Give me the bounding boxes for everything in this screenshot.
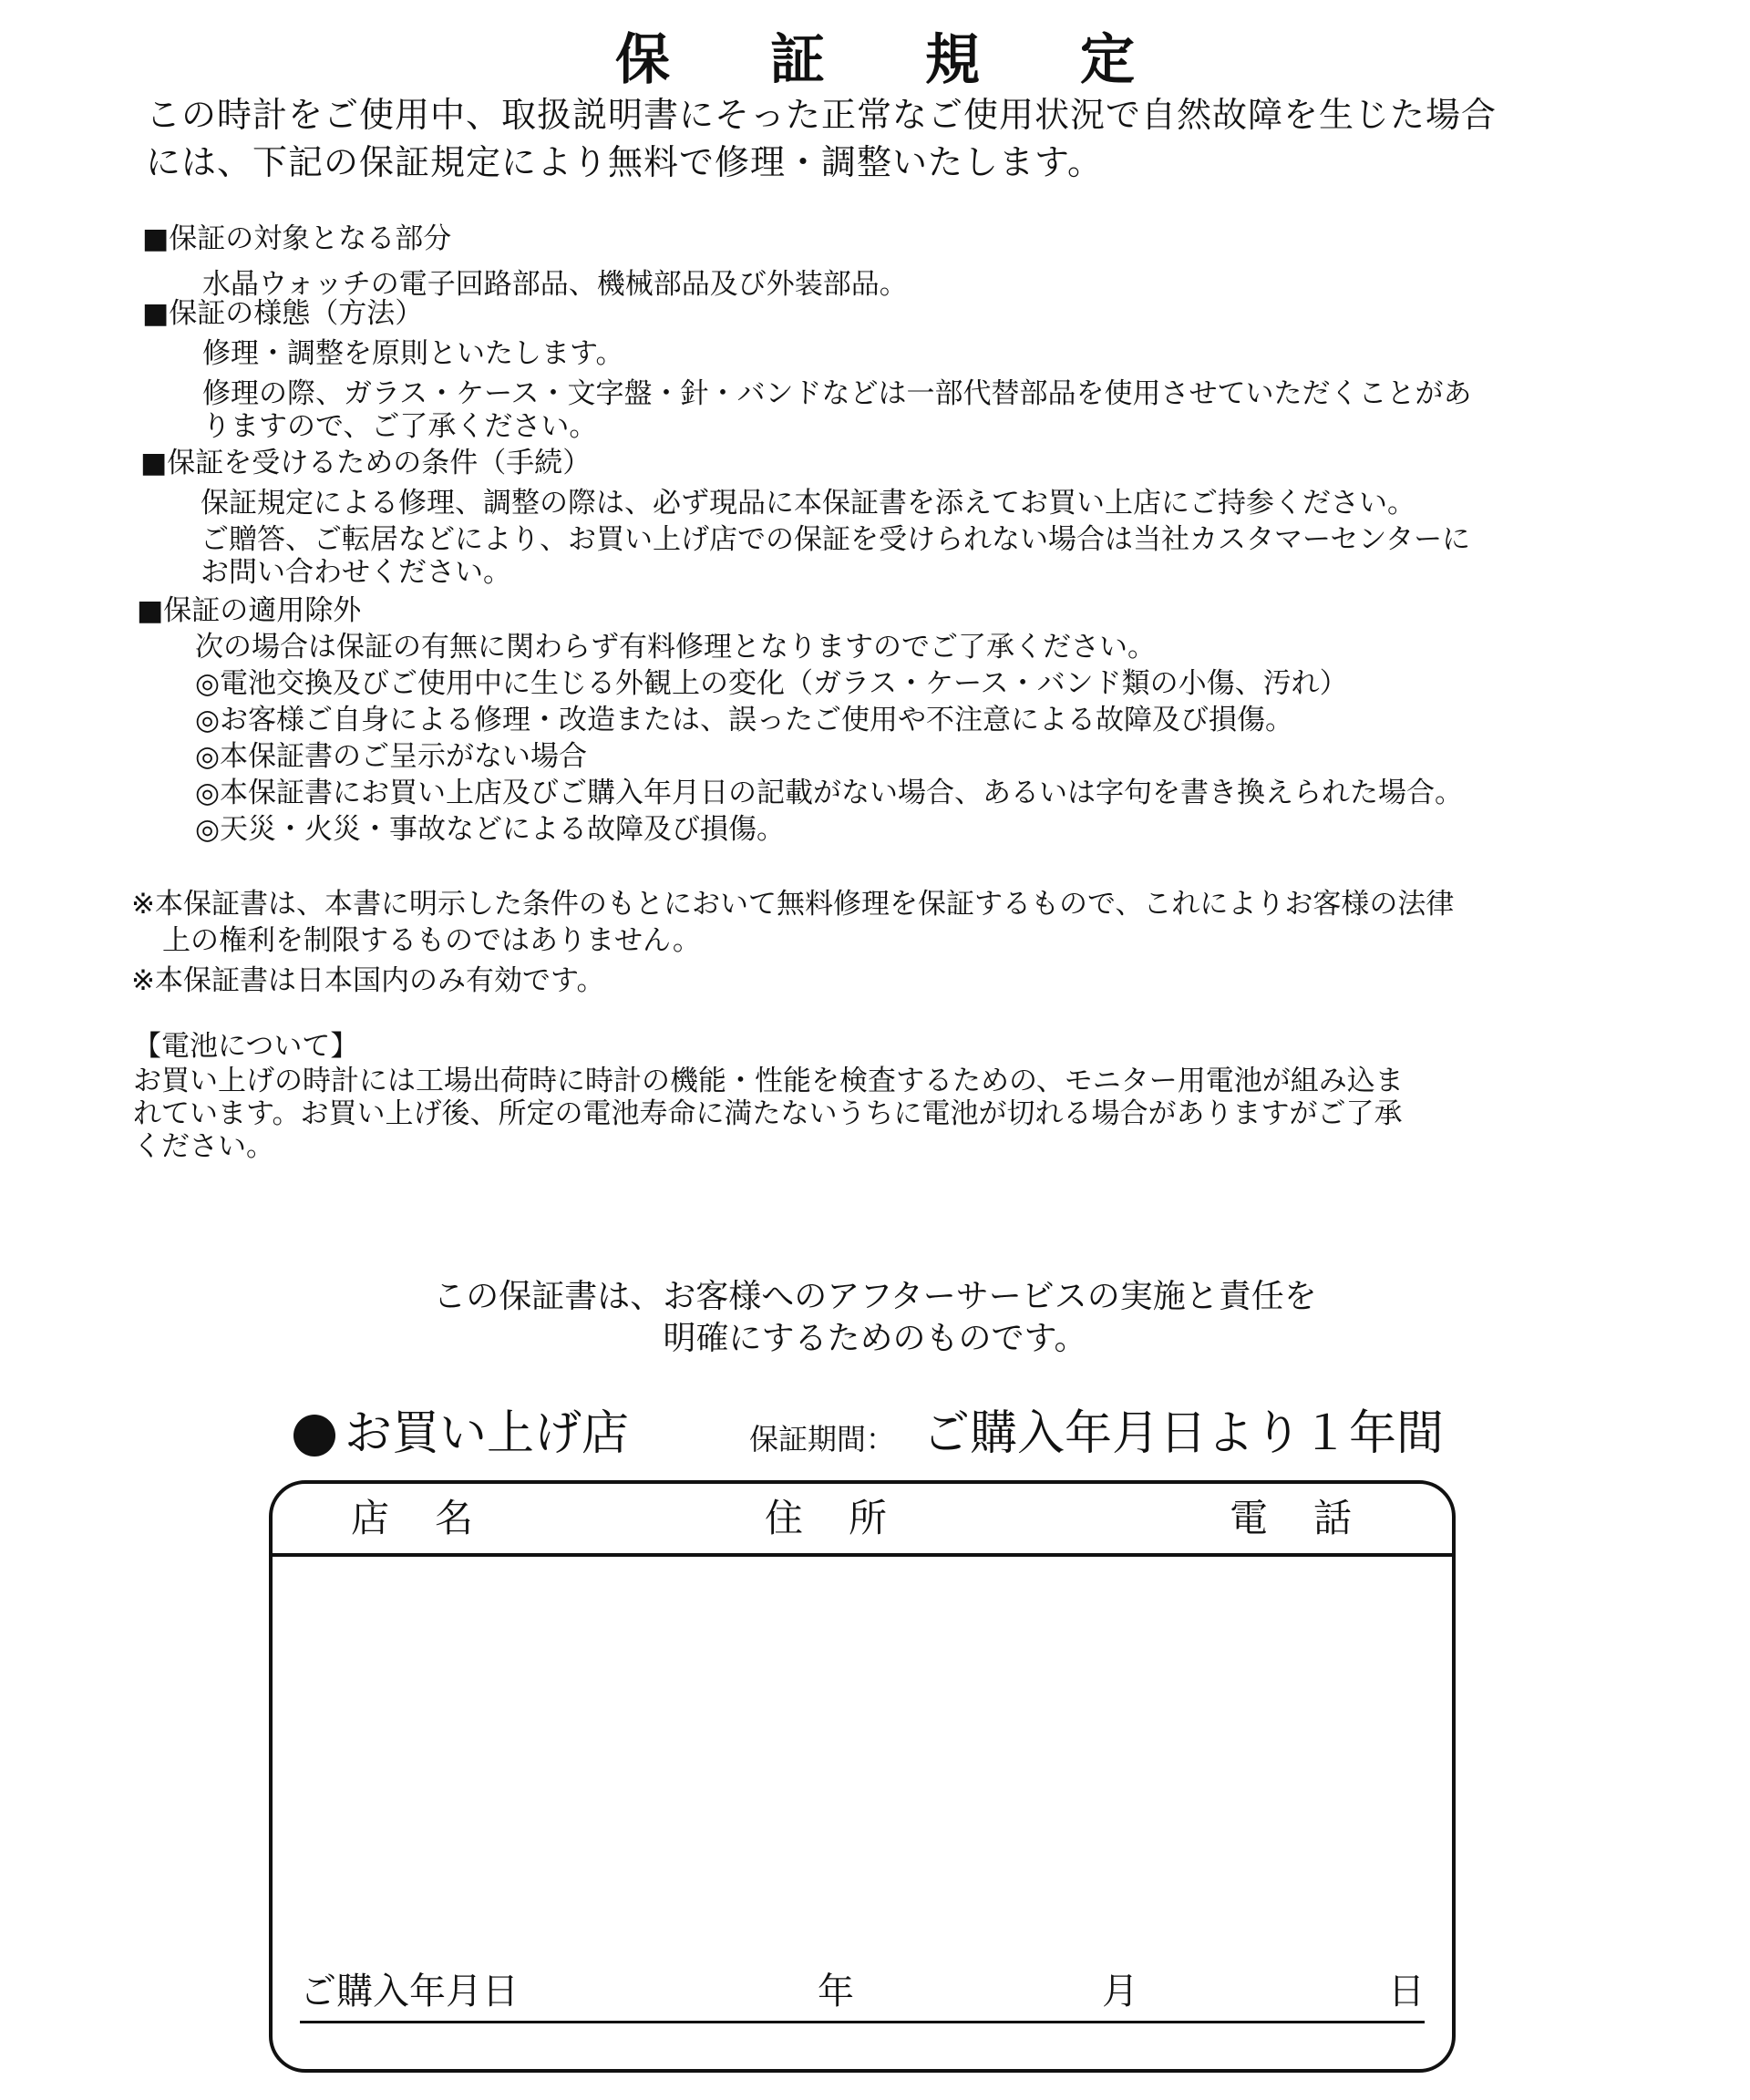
battery-line: れています。お買い上げ後、所定の電池寿命に満たないうちに電池が切れる場合がありますがご了承 [133,1097,1403,1130]
section-line: ご贈答、ご転居などにより、お買い上げ店での保証を受けられない場合は当社カスタマーセンターに [201,523,1471,556]
section-heading-exclusions: ■保証の適用除外 [137,594,362,627]
section-line: ◎本保証書にお買い上店及びご購入年月日の記載がない場合、あるいは字句を書き換えられた場合。 [195,777,1464,809]
section-line: 修理の際、ガラス・ケース・文字盤・針・バンドなどは一部代替部品を使用させていただくことがあ [202,377,1472,410]
shop-label: お買い上げ店 [345,1406,630,1461]
shop-header [293,1402,1478,1466]
section-line: 保証規定による修理、調整の際は、必ず現品に本保証書を添えてお買い上店にご持参ください。 [201,487,1415,520]
battery-heading: 【電池について】 [133,1030,359,1063]
form-header-row [273,1484,1452,1557]
month-label: 月 [1102,1971,1138,2012]
section-line: ◎天災・火災・事故などによる故障及び損傷。 [195,813,786,846]
intro-line: には、下記の保証規定により無料で修理・調整いたします。 [146,142,1103,182]
intro-line: この時計をご使用中、取扱説明書にそった正常なご使用状況で自然故障を生じた場合 [146,95,1498,135]
column-header-address: 住所 [765,1496,933,1540]
section-line: ◎本保証書のご呈示がない場合 [195,740,588,773]
section-line: 次の場合は保証の有無に関わらず有料修理となりますのでご了承ください。 [195,631,1156,664]
column-header-phone: 電話 [1230,1496,1398,1540]
section-line: ◎お客様ご自身による修理・改造または、誤ったご使用や不注意による故障及び損傷。 [195,704,1294,736]
shop-info-form [269,1480,1456,2073]
statement-line: 明確にするためのものです。 [663,1320,1087,1357]
section-heading-conditions: ■保証を受けるための条件（手続） [140,447,592,479]
section-line: お問い合わせください。 [201,556,511,589]
page-title: 保証規定 [615,28,1235,92]
battery-line: お買い上げの時計には工場出荷時に時計の機能・性能を検査するための、モニター用電池が組み込ま [133,1065,1404,1097]
purchase-date-label: ご購入年月日 [300,1971,519,2012]
section-line: 水晶ウォッチの電子回路部品、機械部品及び外装部品。 [202,268,908,301]
purchase-date-row [300,1966,1425,2023]
intro-paragraph [146,91,1604,186]
section-heading-coverage: ■保証の対象となる部分 [142,222,452,255]
note-line: ※本保証書は、本書に明示した条件のもとにおいて無料修理を保証するもので、これによりお客様の法律 [131,888,1455,921]
year-label: 年 [818,1971,854,2012]
section-line: ◎電池交換及びご使用中に生じる外観上の変化（ガラス・ケース・バンド類の小傷、汚れ） [195,667,1348,700]
note-line: 上の権利を制限するものではありません。 [162,924,701,957]
column-header-shop-name: 店名 [351,1496,520,1540]
section-line: 修理・調整を原則といたします。 [202,337,624,370]
day-label: 日 [1388,1971,1425,2012]
bullet-icon [293,1415,335,1457]
statement-line: この保証書は、お客様へのアフターサービスの実施と責任を [433,1278,1317,1315]
warranty-period-label: 保証期間： [749,1422,896,1457]
warranty-period-value: ご購入年月日より１年間 [922,1406,1445,1461]
section-line: りますので、ご了承ください。 [202,410,598,443]
battery-line: ください。 [133,1130,274,1163]
note-line: ※本保証書は日本国内のみ有効です。 [131,964,605,997]
section-heading-method: ■保証の様態（方法） [142,297,424,330]
